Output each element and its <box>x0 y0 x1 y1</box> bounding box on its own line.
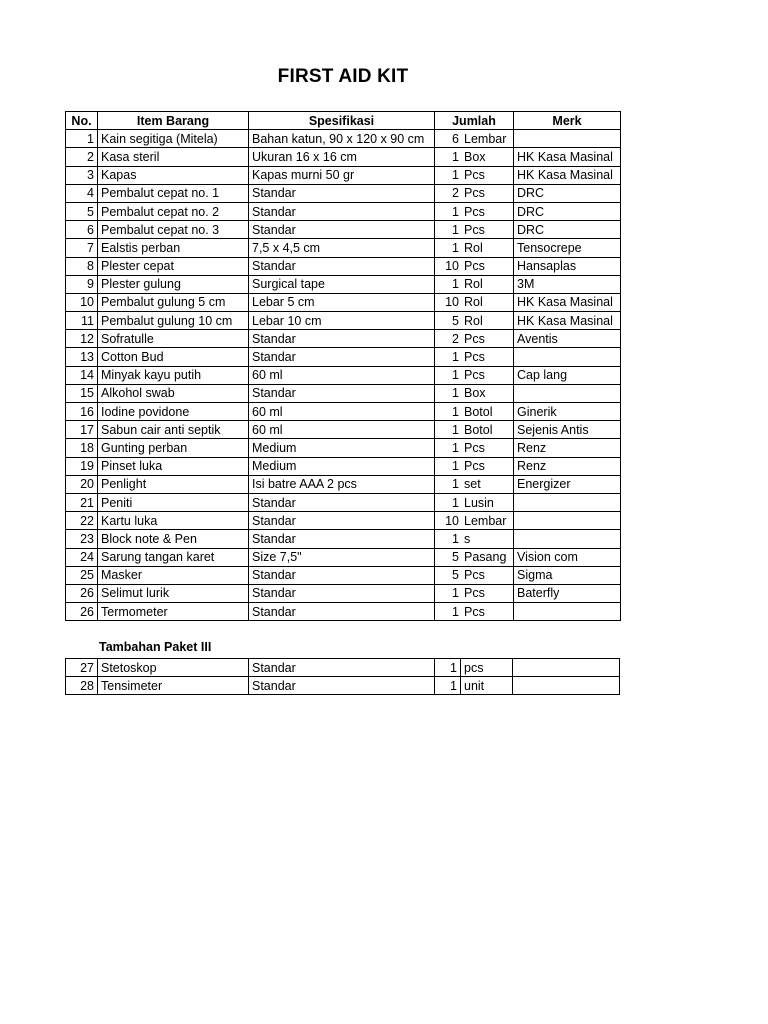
first-aid-table <box>65 111 621 621</box>
row-merk: HK Kasa Masinal <box>514 166 621 184</box>
row-merk <box>514 348 621 366</box>
row-spec: Standar <box>249 184 435 202</box>
qty-unit: Pcs <box>464 331 485 346</box>
table-row <box>66 202 621 220</box>
row-spec: Size 7,5" <box>249 548 435 566</box>
table-row <box>66 221 621 239</box>
row-item: Ealstis perban <box>98 239 249 257</box>
row-spec: Standar <box>249 659 435 677</box>
qty-unit: Pcs <box>464 440 485 455</box>
table-row <box>66 184 621 202</box>
row-no: 26 <box>66 603 98 621</box>
qty-unit: Pcs <box>464 259 485 274</box>
table-row <box>66 584 621 602</box>
row-no: 18 <box>66 439 98 457</box>
qty-value: 1 <box>452 204 459 219</box>
qty-value: 10 <box>445 259 459 274</box>
row-qty <box>435 512 514 530</box>
qty-unit: Botol <box>464 404 493 419</box>
header-spec: Spesifikasi <box>249 112 435 130</box>
table-row <box>66 421 621 439</box>
row-merk <box>514 530 621 548</box>
row-merk: Sejenis Antis <box>514 421 621 439</box>
row-merk <box>514 493 621 511</box>
qty-unit: Pcs <box>464 459 485 474</box>
header-no: No. <box>66 112 98 130</box>
table-row <box>66 330 621 348</box>
row-item: Plester gulung <box>98 275 249 293</box>
row-item: Minyak kayu putih <box>98 366 249 384</box>
qty-unit: Rol <box>464 277 483 292</box>
row-item: Iodine povidone <box>98 403 249 421</box>
row-item: Masker <box>98 566 249 584</box>
row-item: Kain segitiga (Mitela) <box>98 130 249 148</box>
qty-unit: Rol <box>464 240 483 255</box>
table-row <box>66 403 621 421</box>
row-qty <box>435 148 514 166</box>
row-no: 28 <box>66 677 98 695</box>
row-qty-unit: pcs <box>461 659 513 677</box>
qty-value: 6 <box>452 131 459 146</box>
row-spec: Surgical tape <box>249 275 435 293</box>
row-merk <box>513 677 620 695</box>
table-row <box>66 148 621 166</box>
qty-value: 1 <box>452 168 459 183</box>
qty-value: 1 <box>452 277 459 292</box>
row-qty <box>435 584 514 602</box>
row-qty <box>435 293 514 311</box>
row-item: Tensimeter <box>98 677 249 695</box>
row-spec: Standar <box>249 603 435 621</box>
row-item: Penlight <box>98 475 249 493</box>
qty-value: 1 <box>452 368 459 383</box>
qty-value: 1 <box>452 440 459 455</box>
table-row <box>66 384 621 402</box>
row-spec: Lebar 10 cm <box>249 312 435 330</box>
row-no: 14 <box>66 366 98 384</box>
row-item: Kartu luka <box>98 512 249 530</box>
row-item: Block note & Pen <box>98 530 249 548</box>
row-no: 6 <box>66 221 98 239</box>
row-qty <box>435 566 514 584</box>
row-qty <box>435 348 514 366</box>
table-row <box>66 348 621 366</box>
extra-package-heading: Tambahan Paket III <box>99 640 212 654</box>
row-item: Sarung tangan karet <box>98 548 249 566</box>
table-row <box>66 239 621 257</box>
row-item: Pembalut gulung 10 cm <box>98 312 249 330</box>
row-item: Peniti <box>98 493 249 511</box>
header-item: Item Barang <box>98 112 249 130</box>
row-qty <box>435 202 514 220</box>
row-spec: Standar <box>249 566 435 584</box>
row-qty <box>435 493 514 511</box>
row-merk: Aventis <box>514 330 621 348</box>
row-qty-unit: unit <box>461 677 513 695</box>
row-spec: Standar <box>249 493 435 511</box>
row-qty <box>435 221 514 239</box>
table-row <box>66 130 621 148</box>
row-no: 10 <box>66 293 98 311</box>
qty-unit: set <box>464 477 481 492</box>
row-merk: HK Kasa Masinal <box>514 293 621 311</box>
row-qty <box>435 130 514 148</box>
table-row <box>66 548 621 566</box>
table-header-row <box>66 112 621 130</box>
row-no: 7 <box>66 239 98 257</box>
qty-unit: Pcs <box>464 222 485 237</box>
row-spec: Lebar 5 cm <box>249 293 435 311</box>
table-row <box>66 275 621 293</box>
row-item: Termometer <box>98 603 249 621</box>
qty-value: 1 <box>452 240 459 255</box>
row-no: 24 <box>66 548 98 566</box>
row-qty <box>435 239 514 257</box>
table-row <box>66 493 621 511</box>
row-spec: Standar <box>249 584 435 602</box>
row-qty <box>435 530 514 548</box>
qty-unit: Pcs <box>464 568 485 583</box>
qty-unit: Lusin <box>464 495 494 510</box>
qty-value: 1 <box>452 422 459 437</box>
qty-value: 1 <box>452 586 459 601</box>
qty-unit: Lembar <box>464 513 507 528</box>
qty-unit: s <box>464 531 471 546</box>
row-item: Pembalut cepat no. 3 <box>98 221 249 239</box>
qty-unit: Pcs <box>464 586 485 601</box>
qty-value: 1 <box>452 477 459 492</box>
row-spec: Standar <box>249 202 435 220</box>
row-qty <box>435 366 514 384</box>
table-row <box>66 530 621 548</box>
qty-unit: Box <box>464 149 486 164</box>
row-no: 17 <box>66 421 98 439</box>
row-spec: Standar <box>249 384 435 402</box>
qty-value: 10 <box>445 513 459 528</box>
qty-unit: Pcs <box>464 168 485 183</box>
row-item: Stetoskop <box>98 659 249 677</box>
row-spec: Standar <box>249 348 435 366</box>
row-item: Alkohol swab <box>98 384 249 402</box>
qty-unit: Pcs <box>464 368 485 383</box>
row-spec: Ukuran 16 x 16 cm <box>249 148 435 166</box>
row-merk: Cap lang <box>514 366 621 384</box>
row-qty <box>435 548 514 566</box>
qty-value: 2 <box>452 186 459 201</box>
row-qty <box>435 439 514 457</box>
row-spec: Standar <box>249 512 435 530</box>
qty-value: 1 <box>452 604 459 619</box>
table-row <box>66 257 621 275</box>
table-row <box>66 475 621 493</box>
row-merk: DRC <box>514 202 621 220</box>
row-spec: 60 ml <box>249 366 435 384</box>
row-merk: 3M <box>514 275 621 293</box>
row-item: Sabun cair anti septik <box>98 421 249 439</box>
row-no: 26 <box>66 584 98 602</box>
qty-unit: Pcs <box>464 604 485 619</box>
row-merk <box>514 603 621 621</box>
qty-value: 2 <box>452 331 459 346</box>
row-merk: Renz <box>514 457 621 475</box>
table-row <box>66 512 621 530</box>
row-spec: Kapas murni 50 gr <box>249 166 435 184</box>
row-qty <box>435 257 514 275</box>
row-merk: HK Kasa Masinal <box>514 312 621 330</box>
row-spec: Medium <box>249 457 435 475</box>
table-row <box>66 677 620 695</box>
row-qty <box>435 457 514 475</box>
table-row <box>66 659 620 677</box>
row-merk: Renz <box>514 439 621 457</box>
row-merk: DRC <box>514 221 621 239</box>
table-row <box>66 457 621 475</box>
row-merk: Energizer <box>514 475 621 493</box>
table-row <box>66 366 621 384</box>
qty-unit: Rol <box>464 313 483 328</box>
row-no: 21 <box>66 493 98 511</box>
row-spec: 60 ml <box>249 421 435 439</box>
row-merk: Vision com <box>514 548 621 566</box>
qty-unit: Pcs <box>464 350 485 365</box>
row-merk <box>514 512 621 530</box>
row-no: 16 <box>66 403 98 421</box>
row-merk <box>514 384 621 402</box>
row-merk <box>514 130 621 148</box>
qty-value: 5 <box>452 568 459 583</box>
table-row <box>66 566 621 584</box>
row-item: Sofratulle <box>98 330 249 348</box>
row-qty <box>435 421 514 439</box>
qty-unit: Box <box>464 386 486 401</box>
qty-unit: Rol <box>464 295 483 310</box>
row-qty-value: 1 <box>435 677 461 695</box>
row-no: 27 <box>66 659 98 677</box>
row-merk: Hansaplas <box>514 257 621 275</box>
row-no: 23 <box>66 530 98 548</box>
qty-unit: Pasang <box>464 550 507 565</box>
row-no: 20 <box>66 475 98 493</box>
row-no: 25 <box>66 566 98 584</box>
row-no: 22 <box>66 512 98 530</box>
qty-unit: Pcs <box>464 204 485 219</box>
row-item: Pembalut cepat no. 1 <box>98 184 249 202</box>
row-no: 11 <box>66 312 98 330</box>
qty-value: 1 <box>452 386 459 401</box>
qty-value: 1 <box>452 459 459 474</box>
row-merk: Sigma <box>514 566 621 584</box>
row-no: 15 <box>66 384 98 402</box>
row-no: 12 <box>66 330 98 348</box>
row-item: Selimut lurik <box>98 584 249 602</box>
row-item: Kapas <box>98 166 249 184</box>
row-no: 4 <box>66 184 98 202</box>
row-merk <box>513 659 620 677</box>
table-row <box>66 166 621 184</box>
row-spec: Standar <box>249 257 435 275</box>
row-no: 9 <box>66 275 98 293</box>
row-merk: Ginerik <box>514 403 621 421</box>
row-spec: Standar <box>249 677 435 695</box>
row-qty <box>435 275 514 293</box>
row-item: Pembalut gulung 5 cm <box>98 293 249 311</box>
row-qty <box>435 384 514 402</box>
table-row <box>66 312 621 330</box>
qty-value: 1 <box>452 149 459 164</box>
row-item: Kasa steril <box>98 148 249 166</box>
row-merk: Tensocrepe <box>514 239 621 257</box>
row-item: Pinset luka <box>98 457 249 475</box>
row-merk: HK Kasa Masinal <box>514 148 621 166</box>
table-row <box>66 293 621 311</box>
extra-package-table <box>65 658 620 695</box>
header-qty: Jumlah <box>435 112 514 130</box>
row-no: 13 <box>66 348 98 366</box>
row-no: 19 <box>66 457 98 475</box>
qty-value: 1 <box>452 495 459 510</box>
row-no: 2 <box>66 148 98 166</box>
row-item: Plester cepat <box>98 257 249 275</box>
row-qty <box>435 403 514 421</box>
qty-value: 5 <box>452 550 459 565</box>
row-no: 3 <box>66 166 98 184</box>
table-row <box>66 603 621 621</box>
row-spec: Bahan katun, 90 x 120 x 90 cm <box>249 130 435 148</box>
row-spec: Standar <box>249 330 435 348</box>
row-qty <box>435 330 514 348</box>
row-spec: Standar <box>249 530 435 548</box>
row-qty <box>435 603 514 621</box>
table-row <box>66 439 621 457</box>
row-no: 8 <box>66 257 98 275</box>
row-qty <box>435 166 514 184</box>
row-no: 1 <box>66 130 98 148</box>
row-spec: 7,5 x 4,5 cm <box>249 239 435 257</box>
row-item: Gunting perban <box>98 439 249 457</box>
row-qty <box>435 184 514 202</box>
row-spec: Isi batre AAA 2 pcs <box>249 475 435 493</box>
row-no: 5 <box>66 202 98 220</box>
row-merk: Baterfly <box>514 584 621 602</box>
row-spec: Standar <box>249 221 435 239</box>
row-spec: Medium <box>249 439 435 457</box>
qty-value: 1 <box>452 404 459 419</box>
qty-unit: Lembar <box>464 131 507 146</box>
page-title: FIRST AID KIT <box>277 66 409 87</box>
row-merk: DRC <box>514 184 621 202</box>
qty-value: 5 <box>452 313 459 328</box>
qty-value: 1 <box>452 222 459 237</box>
row-qty-value: 1 <box>435 659 461 677</box>
row-qty <box>435 312 514 330</box>
qty-unit: Pcs <box>464 186 485 201</box>
qty-value: 1 <box>452 531 459 546</box>
row-item: Cotton Bud <box>98 348 249 366</box>
row-item: Pembalut cepat no. 2 <box>98 202 249 220</box>
header-merk: Merk <box>514 112 621 130</box>
row-spec: 60 ml <box>249 403 435 421</box>
row-qty <box>435 475 514 493</box>
qty-value: 1 <box>452 350 459 365</box>
qty-unit: Botol <box>464 422 493 437</box>
qty-value: 10 <box>445 295 459 310</box>
